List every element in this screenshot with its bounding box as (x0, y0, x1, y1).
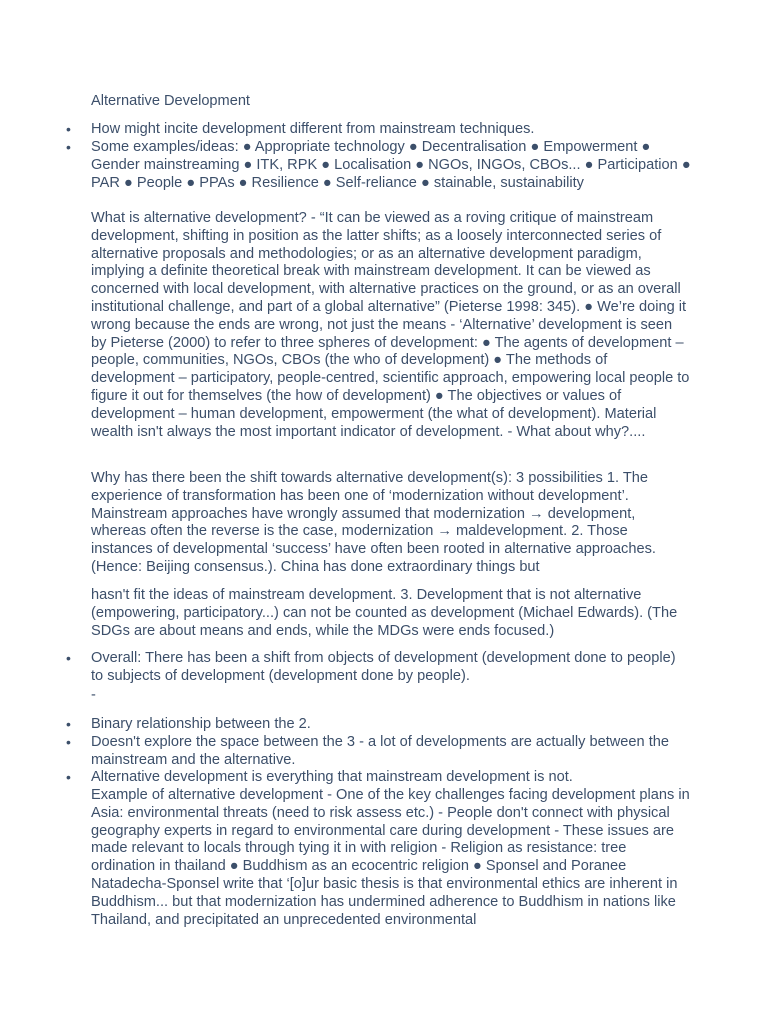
paragraph: hasn't fit the ideas of mainstream development. 3. Development that is not alternative (empowering, participatory...) can not be counted as development (Michael Edwards). (The SDGs are about means and ends, while the MDGs were ends focused.) (91, 587, 678, 639)
dash-line: - (91, 687, 96, 703)
list-item: • Some examples/ideas: ● Appropriate technology ● Decentralisation ● Empowerment ● Gender mainstreaming ● ITK, RPK ● Localisation ● NGOs, INGOs, CBOs... ● Participation ● PAR ● People ● PPAs ● Resilience ● Self-reliance ● stainable, sustainability (91, 139, 691, 192)
list-item: • Binary relationship between the 2. (91, 716, 691, 734)
paragraph: Example of alternative development - One of the key challenges facing development plans in Asia: environmental threats (need to risk assess etc.) - People don't connect with physical geography experts in regard to environmental care during development - These issues are made relevant to locals through tying it in with religion - Religion as resistance: tree ordination in thailand ● Buddhism as an ecocentric religion ● Sponsel and Poranee Natadecha-Sponsel write that ‘[o]ur basic thesis is that environmental ethics are inherent in Buddhism... but that modernization has undermined adherence to Buddhism in nations like Thailand, and precipitated an unprecedented environmental (91, 787, 690, 928)
paragraph: Why has there been the shift towards alternative development(s): 3 possibilities 1. The experience of transformation has been one of ‘modernization without development’. Mainstream approaches have wrongly assumed that modernization → development, whereas often the reverse is the case, modernization → maldevelopment. 2. Those instances of developmental ‘success’ have often been rooted in alternative approaches. (Hence: Beijing consensus.). China has done extraordinary things but (91, 470, 656, 575)
page-title: Alternative Development (91, 93, 250, 109)
paragraph: What is alternative development? - “It can be viewed as a roving critique of mainstream development, shifting in position as the latter shifts; as a loosely interconnected series of alternative proposals and methodologies; or as an alternative development paradigm, implying a definite theoretical break with mainstream development. It can be viewed as concerned with local development, with alternative practices on the ground, or as an overall institutional challenge, and part of a global alternative” (Pieterse 1998: 345). ● We’re doing it wrong because the ends are wrong, not just the means - ‘Alternative’ development is seen by Pieterse (2000) to refer to three spheres of development: ● The agents of development – people, communities, NGOs, CBOs (the who of development) ● The methods of development – participatory, people-centred, scientific approach, empowering local people to figure it out for themselves (the how of development) ● The objectives or values of development – human development, empowerment (the what of development). Material wealth isn't always the most important indicator of development. - What about why?.... (91, 210, 690, 440)
list-item: • How might incite development different from mainstream techniques. (91, 121, 691, 139)
list-item: • Overall: There has been a shift from objects of development (development done to people) to subjects of development (development done by people). (91, 650, 691, 686)
list-item: • Alternative development is everything that mainstream development is not. (91, 769, 691, 787)
list-item: • Doesn't explore the space between the 3 - a lot of developments are actually between the mainstream and the alternative. (91, 734, 691, 770)
